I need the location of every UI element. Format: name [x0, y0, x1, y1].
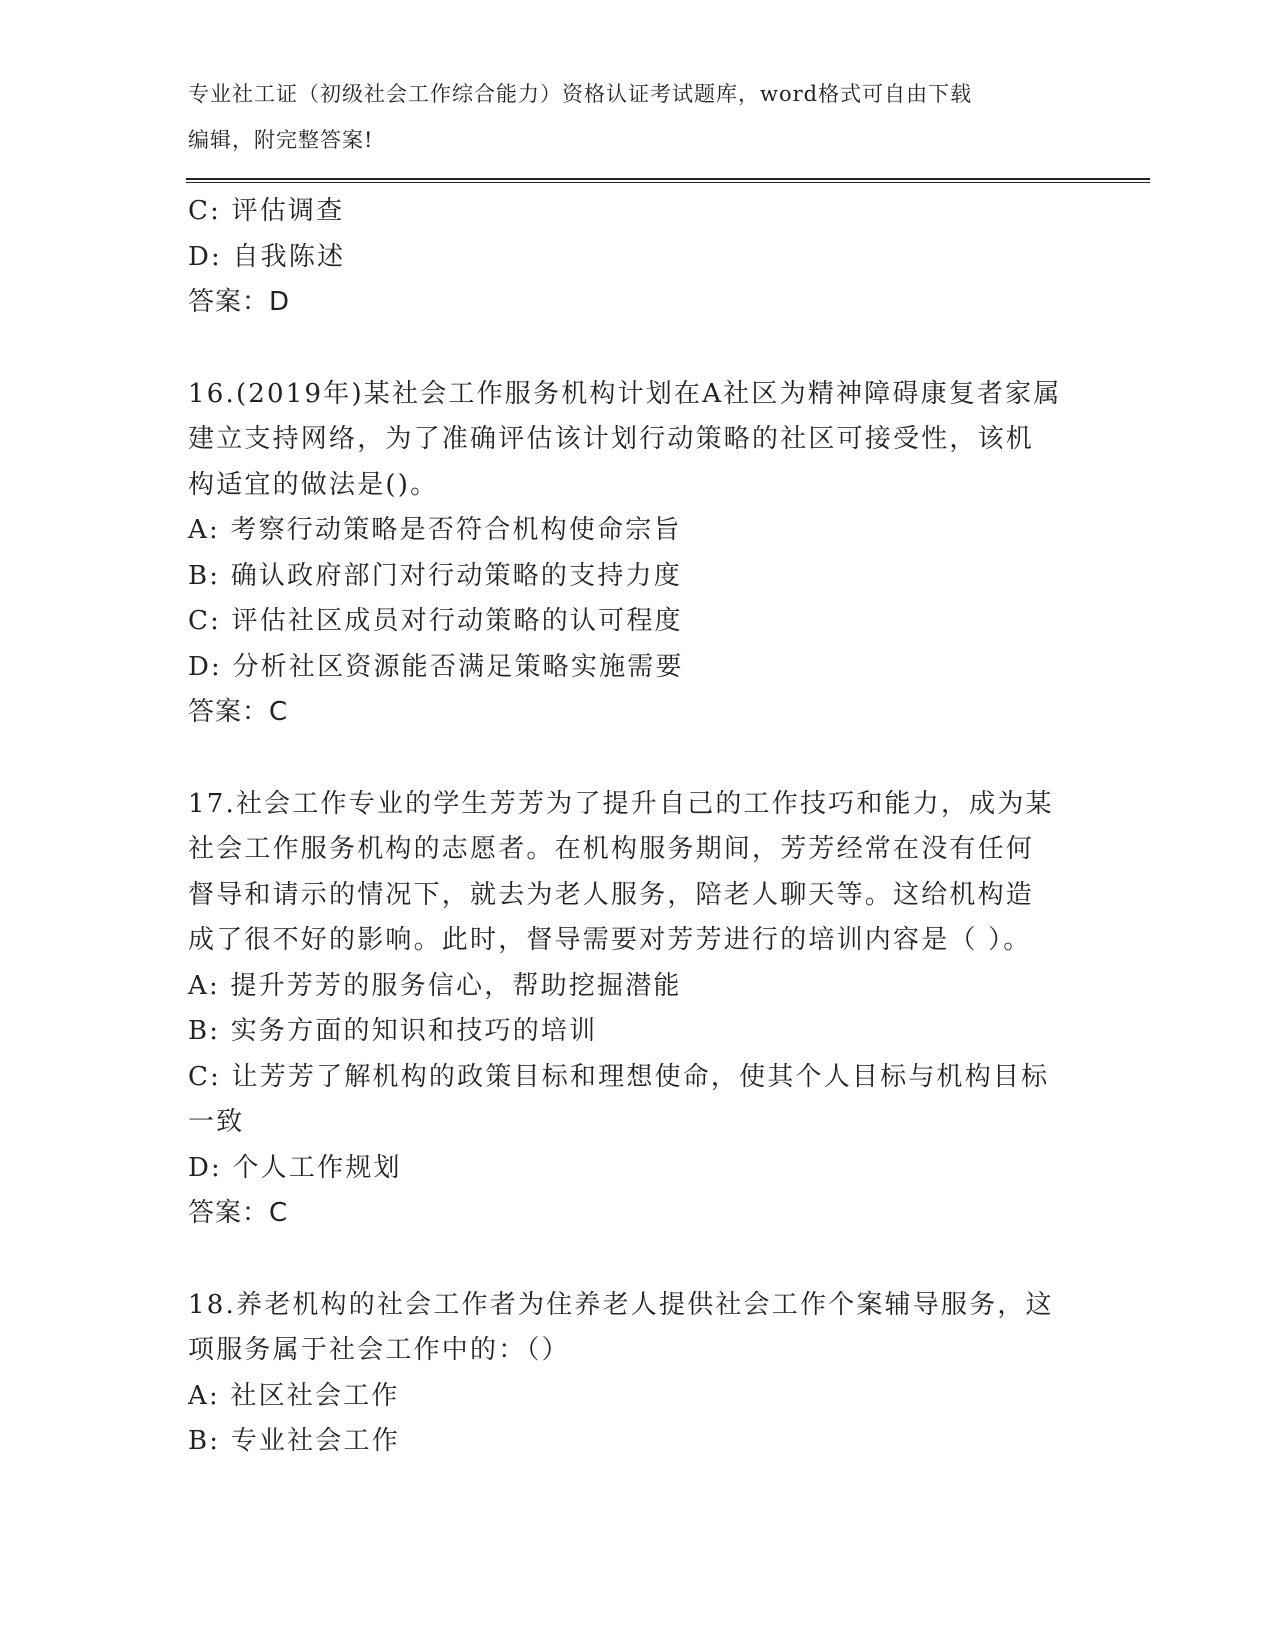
header-line: 编辑，附完整答案! [188, 127, 374, 152]
question-gap [188, 1237, 1088, 1283]
option-a: A: 考察行动策略是否符合机构使命宗旨 [188, 515, 682, 545]
question-gap [188, 736, 1088, 782]
question-stem: 督导和请示的情况下，就去为老人服务，陪老人聊天等。这给机构造 [188, 879, 1035, 910]
question-stem: 17.社会工作专业的学生芳芳为了提升自己的工作技巧和能力，成为某 [188, 788, 1054, 819]
document-body [188, 189, 1088, 1465]
question-16 [188, 372, 1088, 736]
page-header [188, 72, 1068, 163]
option-c-continued: 一致 [188, 1107, 245, 1137]
question-stem: 建立支持网络，为了准确评估该计划行动策略的社区可接受性，该机 [188, 424, 1035, 454]
question-stem: 社会工作服务机构的志愿者。在机构服务期间，芳芳经常在没有任何 [188, 834, 1035, 864]
answer-line: 答案：D [188, 287, 291, 317]
answer-line: 答案：C [188, 1198, 289, 1228]
question-17 [188, 782, 1088, 1237]
option-d: D: 分析社区资源能否满足策略实施需要 [188, 651, 684, 682]
header-divider [186, 178, 1150, 183]
question-stem: 成了很不好的影响。此时，督导需要对芳芳进行的培训内容是（ ）。 [188, 925, 1032, 955]
option-d: D: 自我陈述 [188, 241, 346, 272]
question-stem: 16.(2019年)某社会工作服务机构计划在A社区为精神障碍康复者家属 [188, 378, 1062, 409]
header-line: 专业社工证（初级社会工作综合能力）资格认证考试题库，word格式可自由下载 [188, 82, 973, 106]
option-d: D: 个人工作规划 [188, 1152, 402, 1183]
option-a: A: 社区社会工作 [188, 1380, 400, 1411]
question-18 [188, 1283, 1088, 1465]
option-b: B: 确认政府部门对行动策略的支持力度 [188, 560, 682, 591]
question-stem: 18.养老机构的社会工作者为住养老人提供社会工作个案辅导服务，这 [188, 1289, 1054, 1320]
option-b: B: 专业社会工作 [188, 1426, 400, 1456]
answer-line: 答案：C [188, 697, 289, 727]
option-c: C: 让芳芳了解机构的政策目标和理想使命，使其个人目标与机构目标 [188, 1061, 1050, 1092]
option-a: A: 提升芳芳的服务信心，帮助挖掘潜能 [188, 970, 682, 1001]
question-stem: 项服务属于社会工作中的：（） [188, 1335, 570, 1365]
question-stem: 构适宜的做法是()。 [188, 469, 439, 500]
option-c: C: 评估社区成员对行动策略的认可程度 [188, 606, 683, 636]
question-gap [188, 326, 1088, 372]
previous-question-tail [188, 189, 1088, 326]
option-b: B: 实务方面的知识和技巧的培训 [188, 1016, 598, 1046]
option-c: C: 评估调查 [188, 196, 345, 226]
